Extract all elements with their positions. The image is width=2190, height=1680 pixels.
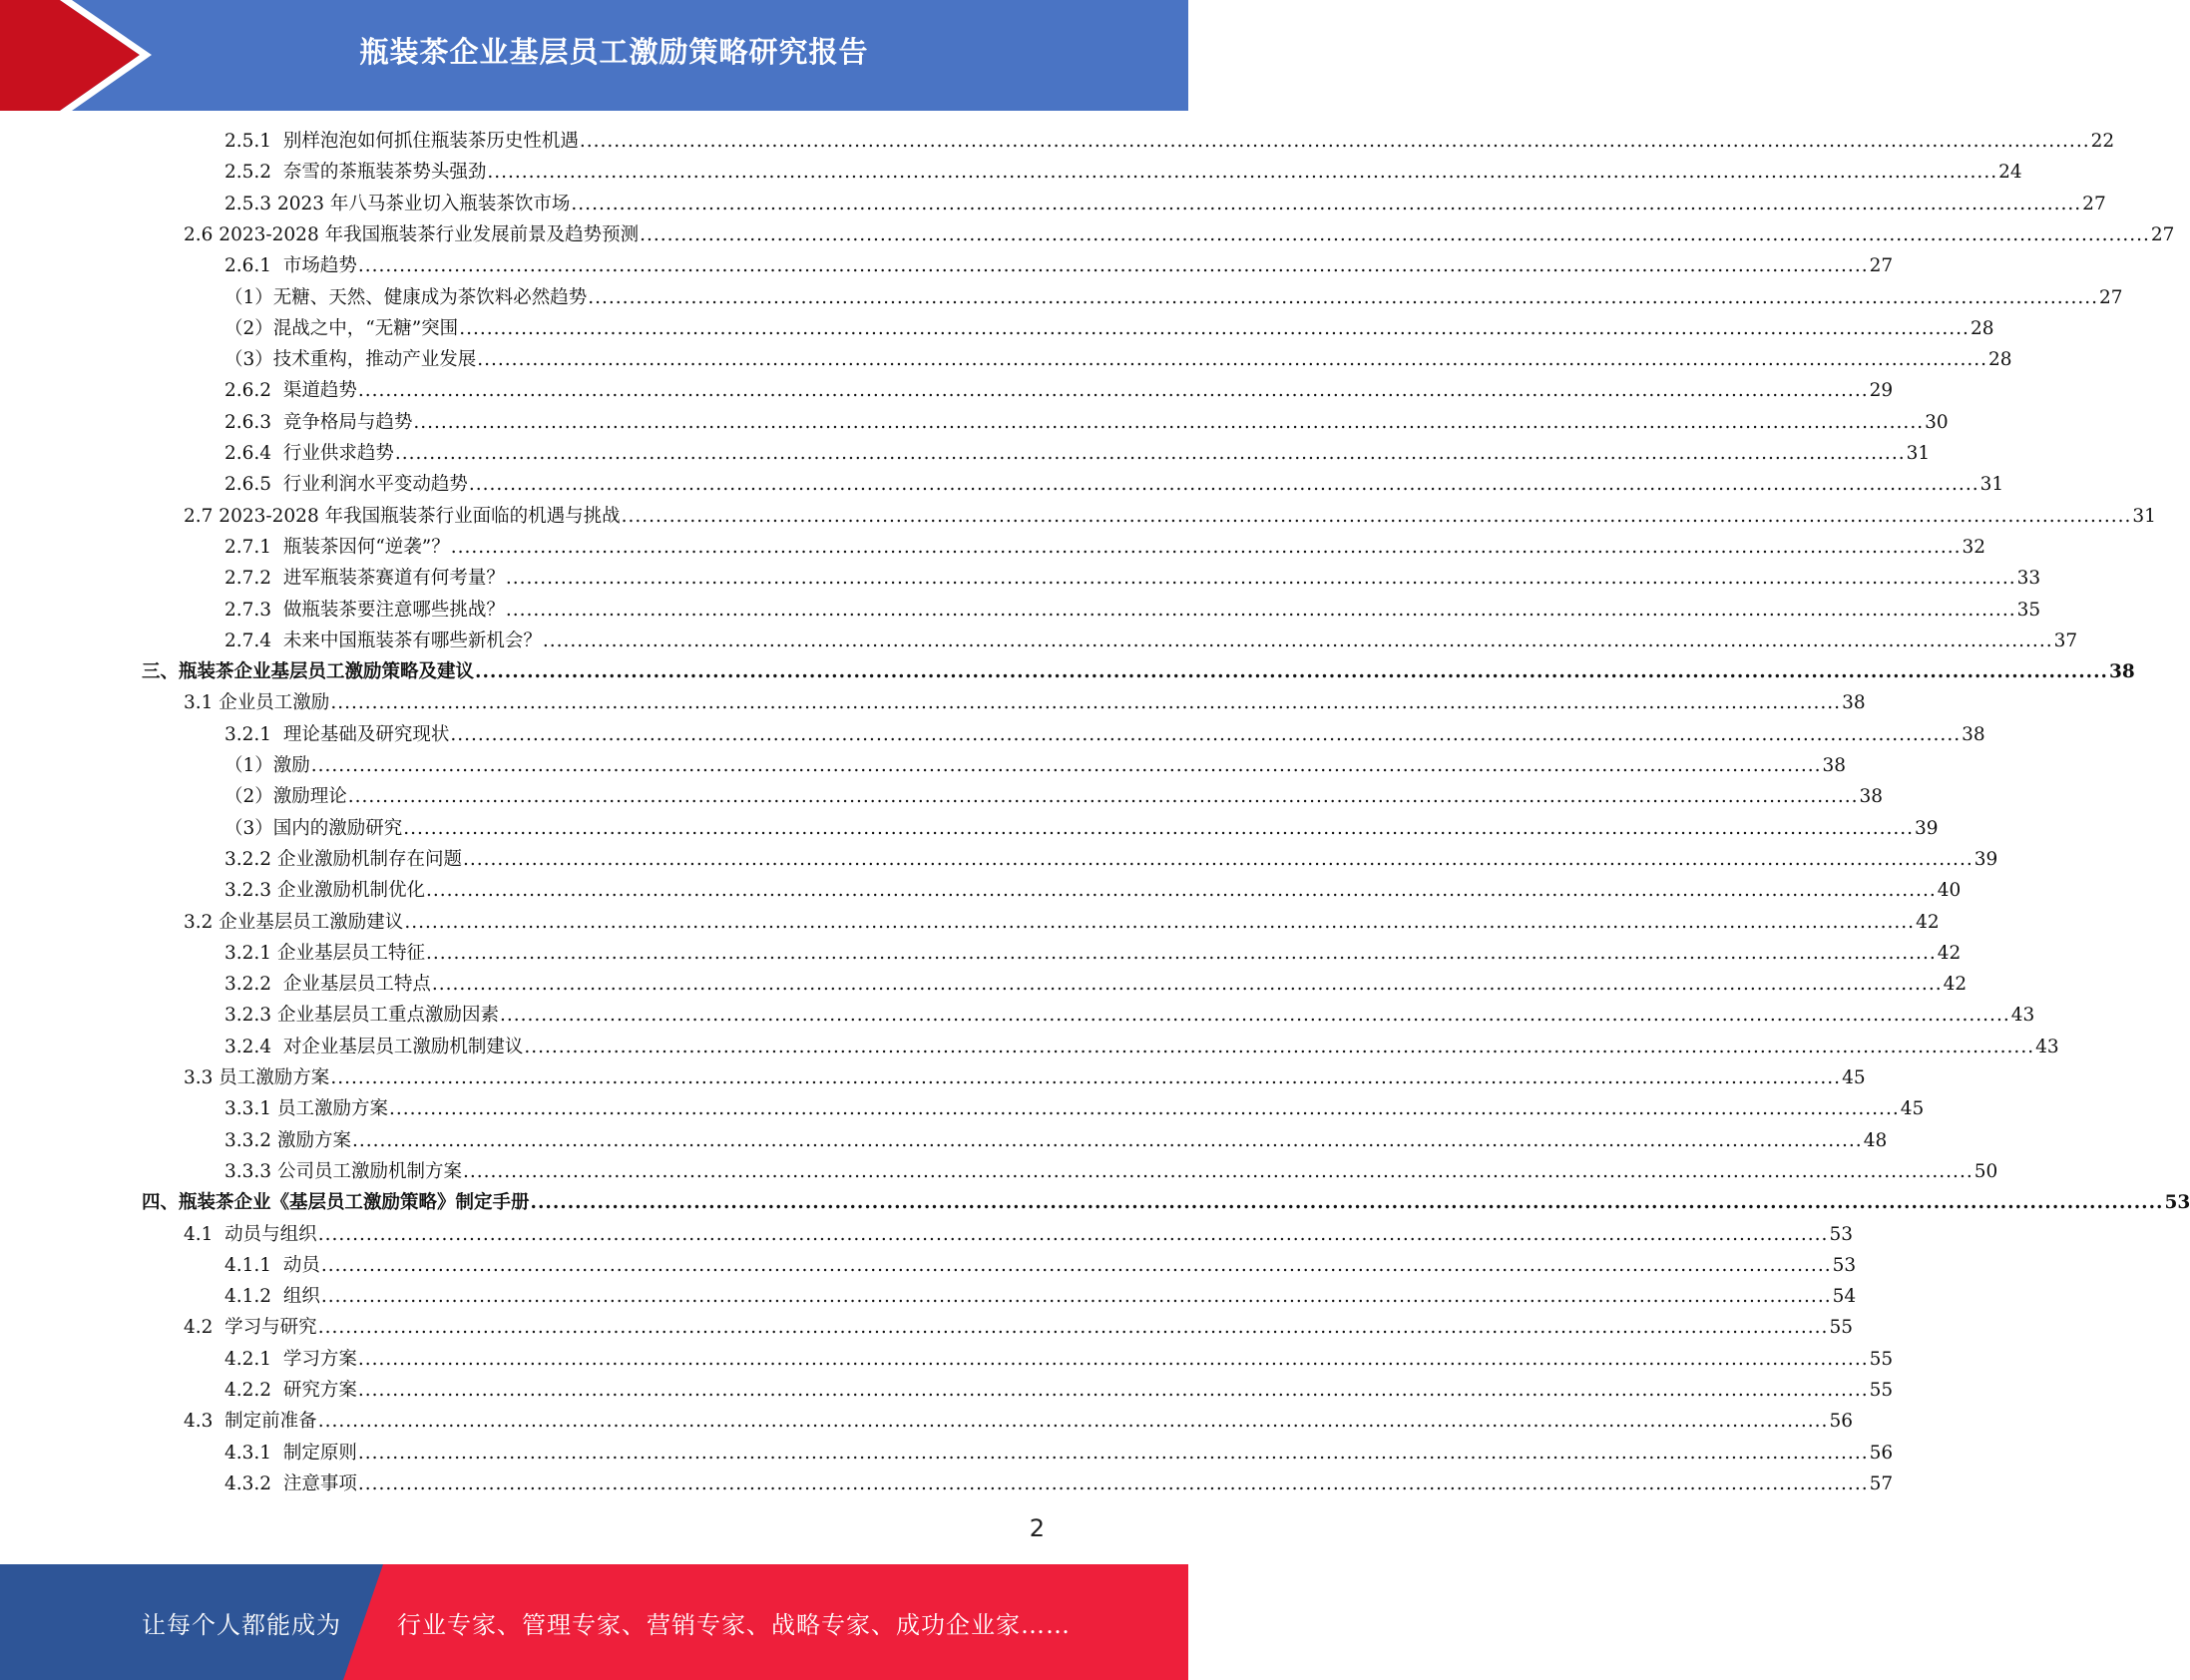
toc-entry[interactable] — [184, 1219, 1853, 1250]
toc-entry-page: 56 — [1829, 1411, 1853, 1433]
toc-entry[interactable] — [224, 375, 1894, 406]
toc-dot-leader: ............................................................................................................................................................................................................................ — [524, 1036, 2035, 1057]
toc-dot-leader: ............................................................................................................................................................................................................................ — [357, 1380, 1869, 1401]
toc-entry-page: 38 — [1842, 692, 1866, 714]
toc-entry[interactable] — [224, 1250, 1857, 1281]
toc-dot-leader: ............................................................................................................................................................................................................................ — [404, 911, 1916, 933]
toc-entry[interactable] — [184, 1312, 1853, 1343]
toc-dot-leader: ............................................................................................................................................................................................................................ — [462, 1160, 1973, 1182]
toc-entry[interactable] — [224, 719, 1985, 750]
toc-entry[interactable] — [224, 313, 1994, 344]
toc-dot-leader: ............................................................................................................................................................................................................................ — [330, 692, 1842, 714]
toc-dot-leader: ............................................................................................................................................................................................................................ — [351, 1129, 1863, 1151]
toc-entry-label: 2.7.4 未来中国瓶装茶有哪些新机会？ — [224, 630, 542, 651]
footer-slogan-left: 让每个人都能成为 — [142, 1610, 341, 1639]
toc-dot-leader: ............................................................................................................................................................................................................................ — [621, 505, 2132, 527]
toc-entry-page: 53 — [1829, 1223, 1853, 1245]
toc-dot-leader: ............................................................................................................................................................................................................................ — [317, 1411, 1829, 1433]
toc-entry-page: 42 — [1916, 911, 1940, 933]
toc-dot-leader: ............................................................................................................................................................................................................................ — [499, 1005, 2010, 1027]
toc-entry-label: 2.5.3 2023 年八马茶业切入瓶装茶饮市场 — [224, 193, 571, 214]
toc-entry[interactable] — [224, 563, 2041, 594]
toc-entry-label: 3.2.1 企业基层员工特征 — [224, 942, 425, 964]
toc-dot-leader: ............................................................................................................................................................................................................................ — [459, 317, 1970, 339]
toc-dot-leader: ............................................................................................................................................................................................................................ — [357, 1442, 1869, 1464]
toc-entry[interactable] — [224, 626, 2078, 656]
toc-entry-label: （2）激励理论 — [224, 786, 347, 808]
toc-entry[interactable] — [184, 1406, 1853, 1437]
toc-entry-label: 2.6.4 行业供求趋势 — [224, 443, 394, 464]
toc-entry[interactable] — [142, 1187, 2190, 1218]
toc-entry[interactable] — [224, 1438, 1894, 1469]
toc-entry-page: 45 — [1842, 1067, 1866, 1088]
toc-entry-page: 48 — [1863, 1129, 1888, 1151]
toc-entry[interactable] — [224, 813, 1939, 844]
toc-entry-page: 39 — [1915, 817, 1939, 839]
page-footer — [0, 1564, 1188, 1680]
toc-entry[interactable] — [224, 469, 2004, 500]
toc-entry-label: 2.6 2023-2028 年我国瓶装茶行业发展前景及趋势预测 — [184, 223, 640, 245]
toc-entry-page: 55 — [1869, 1380, 1894, 1401]
toc-entry[interactable] — [224, 938, 1962, 969]
toc-dot-leader: ............................................................................................................................................................................................................................ — [317, 1317, 1829, 1339]
toc-dot-leader: ............................................................................................................................................................................................................................ — [357, 255, 1869, 277]
toc-entry-page: 24 — [1998, 162, 2022, 184]
toc-dot-leader: ............................................................................................................................................................................................................................ — [462, 848, 1973, 870]
toc-dot-leader: ............................................................................................................................................................................................................................ — [505, 599, 2016, 621]
toc-entry-label: 四、瓶装茶企业《基层员工激励策略》制定手册 — [142, 1192, 530, 1214]
toc-dot-leader: ............................................................................................................................................................................................................................ — [310, 755, 1822, 776]
toc-entry-page: 57 — [1869, 1472, 1894, 1494]
toc-entry-page: 30 — [1925, 411, 1949, 433]
toc-dot-leader: ............................................................................................................................................................................................................................ — [530, 1192, 2164, 1214]
toc-entry-label: 3.2.4 对企业基层员工激励机制建议 — [224, 1036, 524, 1057]
toc-entry[interactable] — [224, 1000, 2035, 1031]
toc-entry-page: 27 — [2082, 193, 2106, 214]
toc-entry[interactable] — [224, 1156, 1998, 1187]
toc-entry-label: 4.2.1 学习方案 — [224, 1348, 357, 1370]
toc-entry-label: 4.1 动员与组织 — [184, 1223, 317, 1245]
toc-entry-page: 31 — [1906, 443, 1931, 464]
toc-entry[interactable] — [142, 656, 2135, 687]
toc-entry-page: 43 — [2010, 1005, 2035, 1027]
toc-entry-label: （1）激励 — [224, 755, 310, 776]
toc-entry-label: 4.1.1 动员 — [224, 1254, 320, 1276]
toc-dot-leader: ............................................................................................................................................................................................................................ — [450, 723, 1962, 745]
toc-entry[interactable] — [184, 219, 2175, 250]
toc-entry-label: 3.1 企业员工激励 — [184, 692, 330, 714]
toc-entry-label: 2.6.2 渠道趋势 — [224, 380, 357, 402]
toc-entry-label: 2.6.3 竞争格局与趋势 — [224, 411, 413, 433]
toc-entry[interactable] — [224, 157, 2022, 188]
toc-entry-page: 31 — [1979, 474, 2004, 496]
toc-dot-leader: ............................................................................................................................................................................................................................ — [475, 661, 2108, 683]
toc-entry-page: 27 — [2150, 223, 2175, 245]
toc-dot-leader: ............................................................................................................................................................................................................................ — [477, 349, 1988, 371]
toc-entry[interactable] — [184, 687, 1866, 718]
toc-entry-page: 38 — [2108, 661, 2135, 683]
toc-entry-page: 54 — [1832, 1286, 1857, 1308]
toc-entry-page: 40 — [1937, 880, 1962, 902]
toc-entry-label: 2.7.2 进军瓶装茶赛道有何考量？ — [224, 568, 505, 590]
toc-entry-page: 37 — [2053, 630, 2078, 651]
toc-dot-leader: ............................................................................................................................................................................................................................ — [388, 1098, 1900, 1120]
toc-entry[interactable] — [224, 595, 2041, 626]
toc-entry[interactable] — [224, 750, 1847, 781]
toc-entry[interactable] — [224, 1469, 1894, 1499]
toc-entry-page: 38 — [1822, 755, 1847, 776]
toc-entry-page: 27 — [2099, 286, 2123, 308]
toc-entry[interactable] — [224, 282, 2123, 313]
toc-dot-leader: ............................................................................................................................................................................................................................ — [579, 131, 2090, 152]
toc-dot-leader: ............................................................................................................................................................................................................................ — [403, 817, 1915, 839]
toc-entry[interactable] — [224, 781, 1884, 812]
toc-entry-page: 42 — [1937, 942, 1962, 964]
toc-entry-page: 39 — [1973, 848, 1998, 870]
toc-entry-page: 55 — [1829, 1317, 1853, 1339]
toc-entry[interactable] — [224, 532, 1986, 563]
toc-entry-label: 3.3 员工激励方案 — [184, 1067, 330, 1088]
toc-entry-label: 4.3.2 注意事项 — [224, 1472, 357, 1494]
toc-entry[interactable] — [224, 189, 2106, 219]
toc-dot-leader: ............................................................................................................................................................................................................................ — [468, 474, 1979, 496]
toc-dot-leader: ............................................................................................................................................................................................................................ — [450, 536, 1962, 558]
toc-entry[interactable] — [224, 1125, 1888, 1156]
toc-entry-label: 2.7.1 瓶装茶因何“逆袭”？ — [224, 536, 450, 558]
toc-dot-leader: ............................................................................................................................................................................................................................ — [431, 974, 1943, 996]
toc-dot-leader: ............................................................................................................................................................................................................................ — [330, 1067, 1842, 1088]
toc-entry-label: 3.2 企业基层员工激励建议 — [184, 911, 404, 933]
toc-entry-label: 2.7 2023-2028 年我国瓶装茶行业面临的机遇与挑战 — [184, 505, 621, 527]
toc-entry-label: 3.3.1 员工激励方案 — [224, 1098, 388, 1120]
toc-entry[interactable] — [184, 907, 1940, 938]
toc-entry[interactable] — [224, 1375, 1894, 1406]
toc-entry-label: 2.7.3 做瓶装茶要注意哪些挑战？ — [224, 599, 505, 621]
toc-dot-leader: ............................................................................................................................................................................................................................ — [320, 1286, 1832, 1308]
toc-entry-page: 53 — [1832, 1254, 1857, 1276]
toc-entry[interactable] — [224, 344, 2012, 375]
toc-entry-label: 4.1.2 组织 — [224, 1286, 320, 1308]
toc-entry[interactable] — [224, 969, 1968, 1000]
toc-dot-leader: ............................................................................................................................................................................................................................ — [394, 443, 1906, 464]
toc-entry-page: 38 — [1859, 786, 1884, 808]
toc-entry-page: 27 — [1869, 255, 1894, 277]
toc-entry[interactable] — [224, 438, 1931, 469]
toc-entry-page: 28 — [1970, 317, 1994, 339]
toc-entry-label: 4.3 制定前准备 — [184, 1411, 317, 1433]
toc-entry-page: 56 — [1869, 1442, 1894, 1464]
toc-entry-label: （3）技术重构，推动产业发展 — [224, 349, 477, 371]
toc-entry-page: 45 — [1900, 1098, 1925, 1120]
toc-dot-leader: ............................................................................................................................................................................................................................ — [347, 786, 1859, 808]
toc-entry-label: 2.5.1 别样泡泡如何抓住瓶装茶历史性机遇 — [224, 131, 579, 152]
toc-entry-label: 3.2.2 企业激励机制存在问题 — [224, 848, 462, 870]
toc-entry-label: 3.2.1 理论基础及研究现状 — [224, 723, 450, 745]
toc-dot-leader: ............................................................................................................................................................................................................................ — [357, 1348, 1869, 1370]
toc-entry[interactable] — [224, 126, 2115, 157]
toc-entry-page: 29 — [1869, 380, 1894, 402]
toc-dot-leader: ............................................................................................................................................................................................................................ — [413, 411, 1925, 433]
toc-entry-label: 3.3.3 公司员工激励机制方案 — [224, 1160, 462, 1182]
toc-dot-leader: ............................................................................................................................................................................................................................ — [357, 380, 1869, 402]
toc-entry-page: 35 — [2016, 599, 2041, 621]
toc-dot-leader: ............................................................................................................................................................................................................................ — [317, 1223, 1829, 1245]
toc-entry[interactable] — [224, 844, 1998, 875]
toc-entry[interactable] — [224, 875, 1962, 906]
toc-dot-leader: ............................................................................................................................................................................................................................ — [505, 568, 2016, 590]
toc-entry-label: （3）国内的激励研究 — [224, 817, 403, 839]
toc-entry-label: （1）无糖、天然、健康成为茶饮料必然趋势 — [224, 286, 588, 308]
toc-entry-label: 3.2.3 企业基层员工重点激励因素 — [224, 1005, 499, 1027]
toc-entry[interactable] — [224, 407, 1949, 438]
toc-entry-label: 三、瓶装茶企业基层员工激励策略及建议 — [142, 661, 475, 683]
toc-entry[interactable] — [184, 1062, 1866, 1093]
toc-entry-page: 31 — [2132, 505, 2156, 527]
toc-entry-label: 3.2.2 企业基层员工特点 — [224, 974, 431, 996]
toc-entry[interactable] — [224, 1344, 1894, 1375]
toc-dot-leader: ............................................................................................................................................................................................................................ — [425, 942, 1937, 964]
toc-entry-page: 32 — [1962, 536, 1986, 558]
toc-entry[interactable] — [224, 250, 1894, 281]
toc-entry[interactable] — [184, 501, 2156, 532]
report-title: 瓶装茶企业基层员工激励策略研究报告 — [359, 34, 869, 69]
toc-entry-label: 4.2.2 研究方案 — [224, 1380, 357, 1401]
toc-entry[interactable] — [224, 1281, 1857, 1312]
toc-entry-label: 2.5.2 奈雪的茶瓶装茶势头强劲 — [224, 162, 487, 184]
toc-entry-label: 2.6.1 市场趋势 — [224, 255, 357, 277]
toc-dot-leader: ............................................................................................................................................................................................................................ — [588, 286, 2099, 308]
toc-entry-page: 53 — [2164, 1192, 2190, 1214]
toc-entry-label: 4.3.1 制定原则 — [224, 1442, 357, 1464]
toc-entry-label: 3.3.2 激励方案 — [224, 1129, 351, 1151]
toc-dot-leader: ............................................................................................................................................................................................................................ — [357, 1472, 1869, 1494]
toc-entry-page: 38 — [1962, 723, 1985, 745]
toc-dot-leader: ............................................................................................................................................................................................................................ — [571, 193, 2082, 214]
toc-dot-leader: ............................................................................................................................................................................................................................ — [542, 630, 2053, 651]
toc-dot-leader: ............................................................................................................................................................................................................................ — [425, 880, 1937, 902]
toc-entry-page: 43 — [2035, 1036, 2059, 1057]
toc-entry-label: 3.2.3 企业激励机制优化 — [224, 880, 425, 902]
page-number: 2 — [1029, 1514, 1045, 1542]
toc-dot-leader: ............................................................................................................................................................................................................................ — [320, 1254, 1832, 1276]
toc-entry-page: 55 — [1869, 1348, 1894, 1370]
toc-entry[interactable] — [224, 1093, 1925, 1124]
toc-entry-page: 22 — [2090, 131, 2115, 152]
toc-entry-label: 4.2 学习与研究 — [184, 1317, 317, 1339]
toc-dot-leader: ............................................................................................................................................................................................................................ — [640, 223, 2150, 245]
toc-entry-page: 28 — [1988, 349, 2012, 371]
toc-entry-page: 50 — [1973, 1160, 1998, 1182]
page-header — [0, 0, 1188, 111]
toc-entry-label: 2.6.5 行业利润水平变动趋势 — [224, 474, 468, 496]
toc-dot-leader: ............................................................................................................................................................................................................................ — [487, 162, 1998, 184]
toc-entry-page: 33 — [2016, 568, 2041, 590]
toc-entry[interactable] — [224, 1032, 2059, 1062]
toc-entry-page: 42 — [1943, 974, 1968, 996]
footer-slogan-right: 行业专家、管理专家、营销专家、战略专家、成功企业家…… — [397, 1610, 1071, 1639]
toc-entry-label: （2）混战之中，“无糖”突围 — [224, 317, 459, 339]
